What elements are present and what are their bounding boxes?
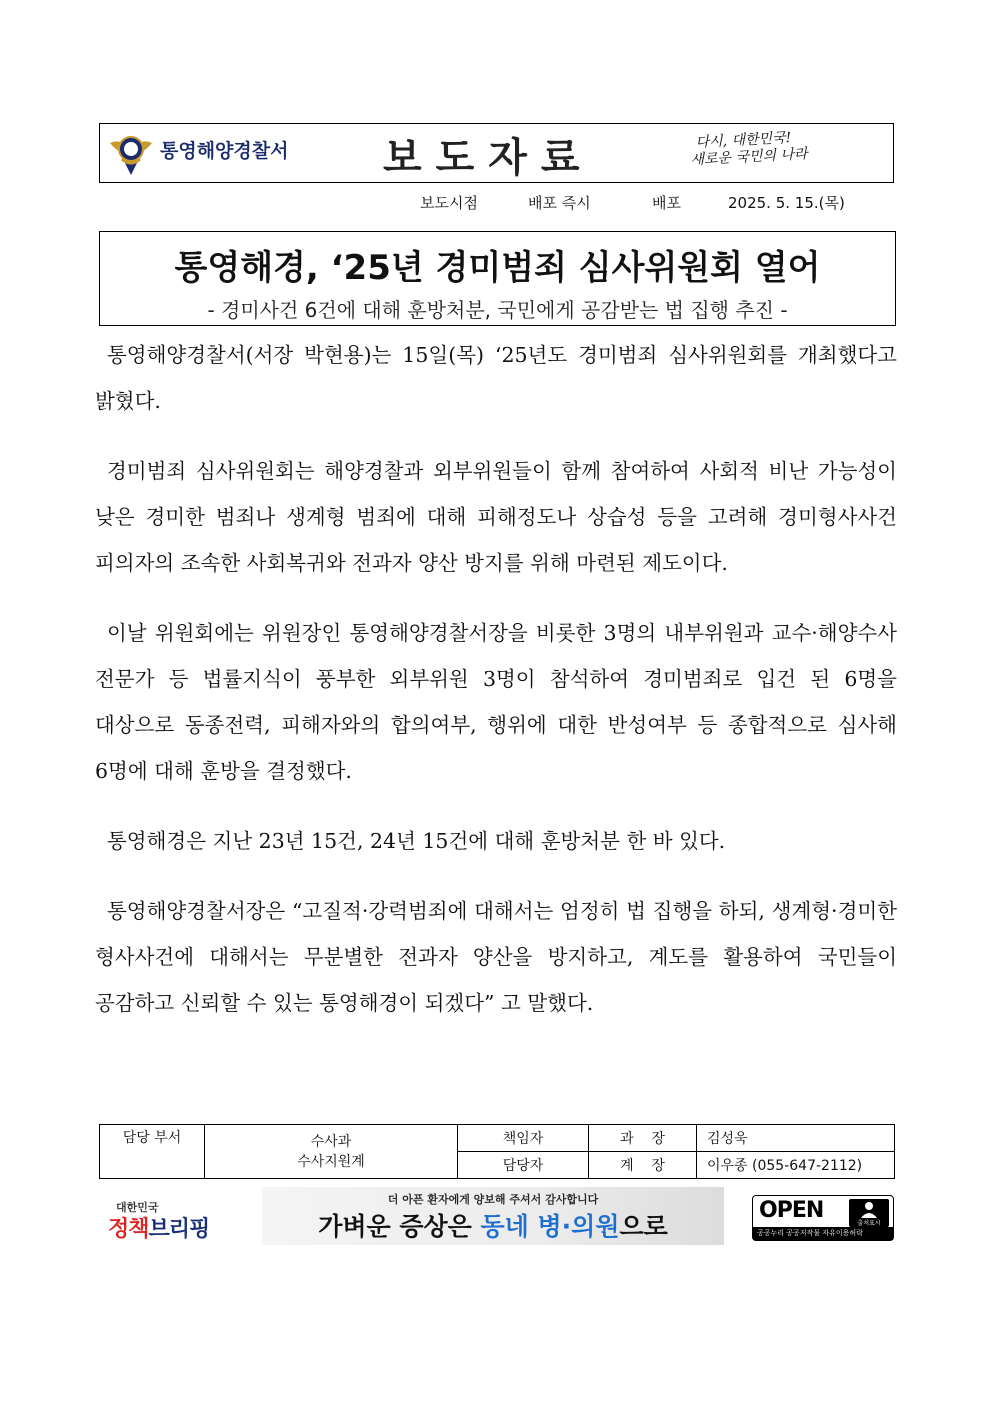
paragraph: 이날 위원회에는 위원장인 통영해양경찰서장을 비롯한 3명의 내부위원과 교수·해양수사 전문가 등 법률지식이 풍부한 외부위원 3명이 참석하여 경미범죄로 입건 된 6명을 대상으로 동종전력, 피해자와의 합의여부, 행위에 대한 반성여부 등 종합적으로 심사해 6명에 대해 훈방을 결정했다. — [95, 621, 897, 783]
position-cell: 과 장 — [589, 1125, 697, 1152]
release-date: 2025. 5. 15.(목) — [728, 194, 845, 212]
contact-table — [99, 1124, 895, 1179]
license-bar-text: 공공누리 공공저작물 자유이용허락 — [757, 1229, 863, 1237]
dept-label: 담당 부서 — [100, 1125, 205, 1179]
brief-small-text: 대한민국 — [116, 1201, 159, 1214]
header-box — [99, 123, 894, 183]
banner-main-part1: 가벼운 증상은 — [318, 1212, 481, 1241]
brief-big-part1: 정책 — [108, 1217, 149, 1242]
paragraph: 통영해양경찰서장은 “고질적·강력범죄에 대해서는 엄정히 법 집행을 하되, 생계형·경미한 형사사건에 대해서는 무분별한 전과자 양산을 방지하고, 계도를 활용하여 국민들이 공감하고 신뢰할 수 있는 통영해경이 되겠다” 고 말했다. — [95, 899, 897, 1015]
brief-big-part2: 브리핑 — [148, 1217, 210, 1242]
license-bar — [753, 1227, 893, 1240]
banner-top-text: 더 아픈 환자에게 양보해 주셔서 감사합니다 — [387, 1193, 599, 1206]
article-body — [95, 332, 897, 1050]
brief-big-text — [108, 1212, 209, 1243]
org-name: 통영해양경찰서 — [160, 140, 289, 162]
paragraph: 통영해경은 지난 23년 15건, 24년 15건에 대해 훈방처분 한 바 있다. — [107, 829, 726, 853]
coast-guard-emblem-icon — [108, 129, 154, 177]
name-cell: 김성욱 — [697, 1125, 895, 1152]
role-cell: 책임자 — [458, 1125, 589, 1152]
person-icon — [849, 1199, 889, 1219]
open-word: OPEN — [759, 1198, 824, 1223]
policy-briefing-logo[interactable] — [108, 1197, 218, 1243]
position-cell: 계 장 — [589, 1152, 697, 1179]
open-license-badge[interactable] — [752, 1195, 894, 1241]
release-line — [420, 192, 845, 213]
release-label: 보도시점 — [420, 194, 478, 212]
distribute-label: 배포 — [652, 194, 681, 212]
slogan-line-1: 다시, 대한민국! — [695, 129, 792, 151]
team-name: 수사지원계 — [297, 1153, 365, 1170]
name-cell: 이우종 (055-647-2112) — [697, 1152, 895, 1179]
banner-main-part3: 으로 — [619, 1212, 668, 1241]
release-timing: 배포 즉시 — [528, 194, 591, 212]
banner-main-text — [262, 1207, 724, 1243]
division-cell — [205, 1125, 458, 1179]
slogan-line-2: 새로운 국민의 나라 — [690, 146, 808, 169]
headline: 통영해경, ‘25년 경미범죄 심사위원회 열어 — [174, 248, 821, 288]
health-campaign-banner[interactable] — [262, 1187, 724, 1245]
paragraph: 통영해양경찰서(서장 박현용)는 15일(목) ‘25년도 경미범죄 심사위원회를 개최했다고 밝혔다. — [95, 343, 897, 413]
banner-main-part2: 동네 병·의원 — [480, 1212, 620, 1241]
doc-type-title: 보도자료 — [383, 134, 594, 181]
role-cell: 담당자 — [458, 1152, 589, 1179]
title-box — [99, 231, 896, 326]
attribution-box — [849, 1199, 889, 1227]
slogan — [689, 125, 891, 169]
division-name: 수사과 — [310, 1133, 352, 1150]
paragraph: 경미범죄 심사위원회는 해양경찰과 외부위원들이 함께 참여하여 사회적 비난 가능성이 낮은 경미한 범죄나 생계형 범죄에 대해 피해정도나 상습성 등을 고려해 경미형사사건 피의자의 조속한 사회복귀와 전과자 양산 방지를 위해 마련된 제도이다. — [95, 459, 897, 575]
attribution-label: 출처표시 — [857, 1220, 881, 1227]
subheadline: - 경미사건 6건에 대해 훈방처분, 국민에게 공감받는 법 집행 추진 - — [207, 298, 788, 322]
